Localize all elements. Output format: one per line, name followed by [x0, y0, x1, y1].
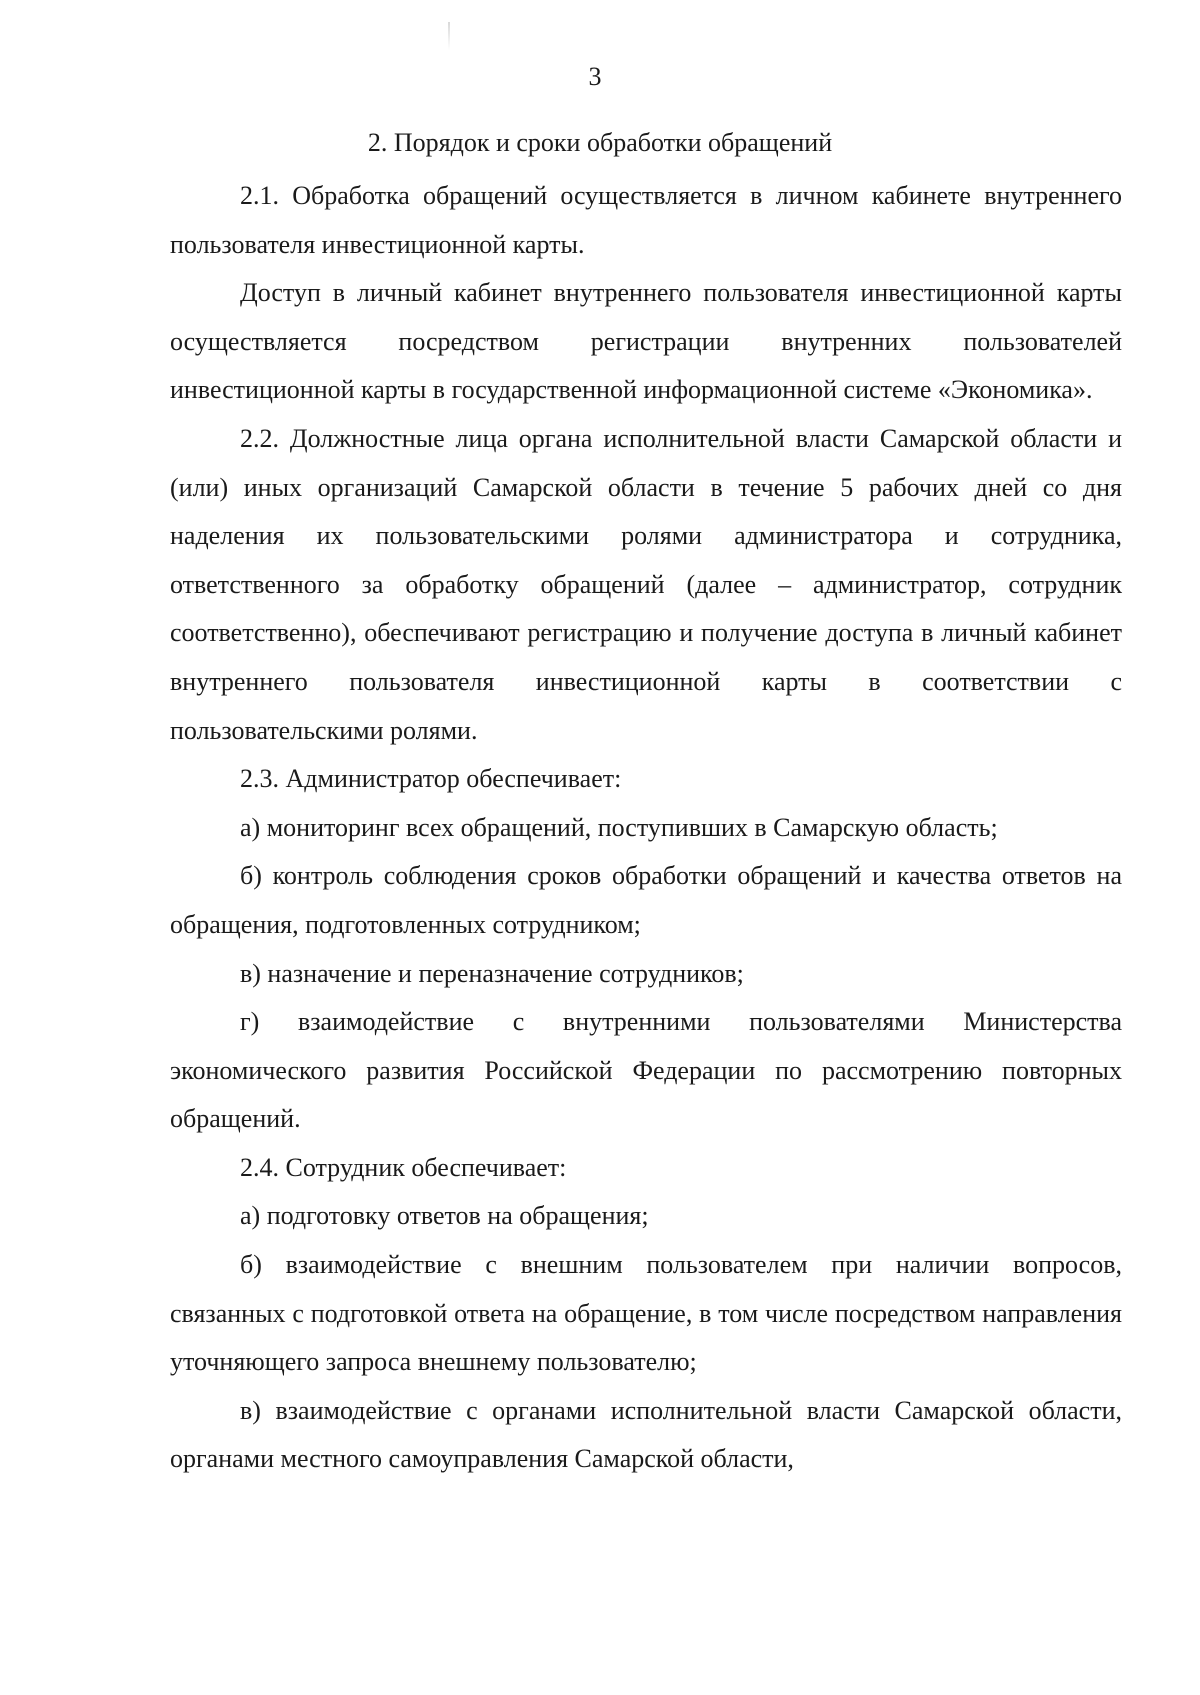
list-item-2-3-a: а) мониторинг всех обращений, поступивших в Самарскую область; [240, 812, 998, 842]
document-body [170, 172, 1122, 1484]
paragraph-access: Доступ в личный кабинет внутреннего пользователя инвестиционной карты осуществляется посредством регистрации внутренних пользователей инвестиционной карты в государственной информационной системе «Экономика». [170, 278, 1122, 405]
list-item-2-3-v: в) назначение и переназначение сотрудников; [240, 958, 744, 988]
scan-artifact [448, 22, 450, 50]
list-item-2-3-b: б) контроль соблюдения сроков обработки обращений и качества ответов на обращения, подготовленных сотрудником; [170, 861, 1122, 939]
paragraph-2-1: 2.1. Обработка обращений осуществляется в личном кабинете внутреннего пользователя инвестиционной карты. [170, 181, 1122, 259]
list-item-2-4-a: а) подготовку ответов на обращения; [240, 1201, 649, 1231]
section-title: 2. Порядок и сроки обработки обращений [367, 128, 833, 157]
list-item-2-4-b: б) взаимодействие с внешним пользователем при наличии вопросов, связанных с подготовкой ответа на обращение, в том числе посредством направления уточняющего запроса внешнему пользователю; [170, 1250, 1122, 1377]
paragraph-2-3: 2.3. Администратор обеспечивает: [240, 764, 622, 794]
list-item-2-4-v: в) взаимодействие с органами исполнительной власти Самарской области, органами местного самоуправления Самарской области, [170, 1395, 1122, 1474]
list-item-2-3-g: г) взаимодействие с внутренними пользователями Министерства экономического развития Российской Федерации по рассмотрению повторных обращений. [170, 1007, 1122, 1134]
paragraph-2-2: 2.2. Должностные лица органа исполнительной власти Самарской области и (или) иных организаций Самарской области в течение 5 рабочих дней со дня наделения их пользовательскими ролями администратора и сотрудника, ответственного за обработку обращений (далее – администратор, сотрудник соответственно), обеспечивают регистрацию и получение доступа в личный кабинет внутреннего пользователя инвестиционной карты в соответствии с пользовательскими ролями. [170, 423, 1122, 745]
page-number: 3 [588, 62, 602, 91]
paragraph-2-4: 2.4. Сотрудник обеспечивает: [240, 1152, 567, 1182]
